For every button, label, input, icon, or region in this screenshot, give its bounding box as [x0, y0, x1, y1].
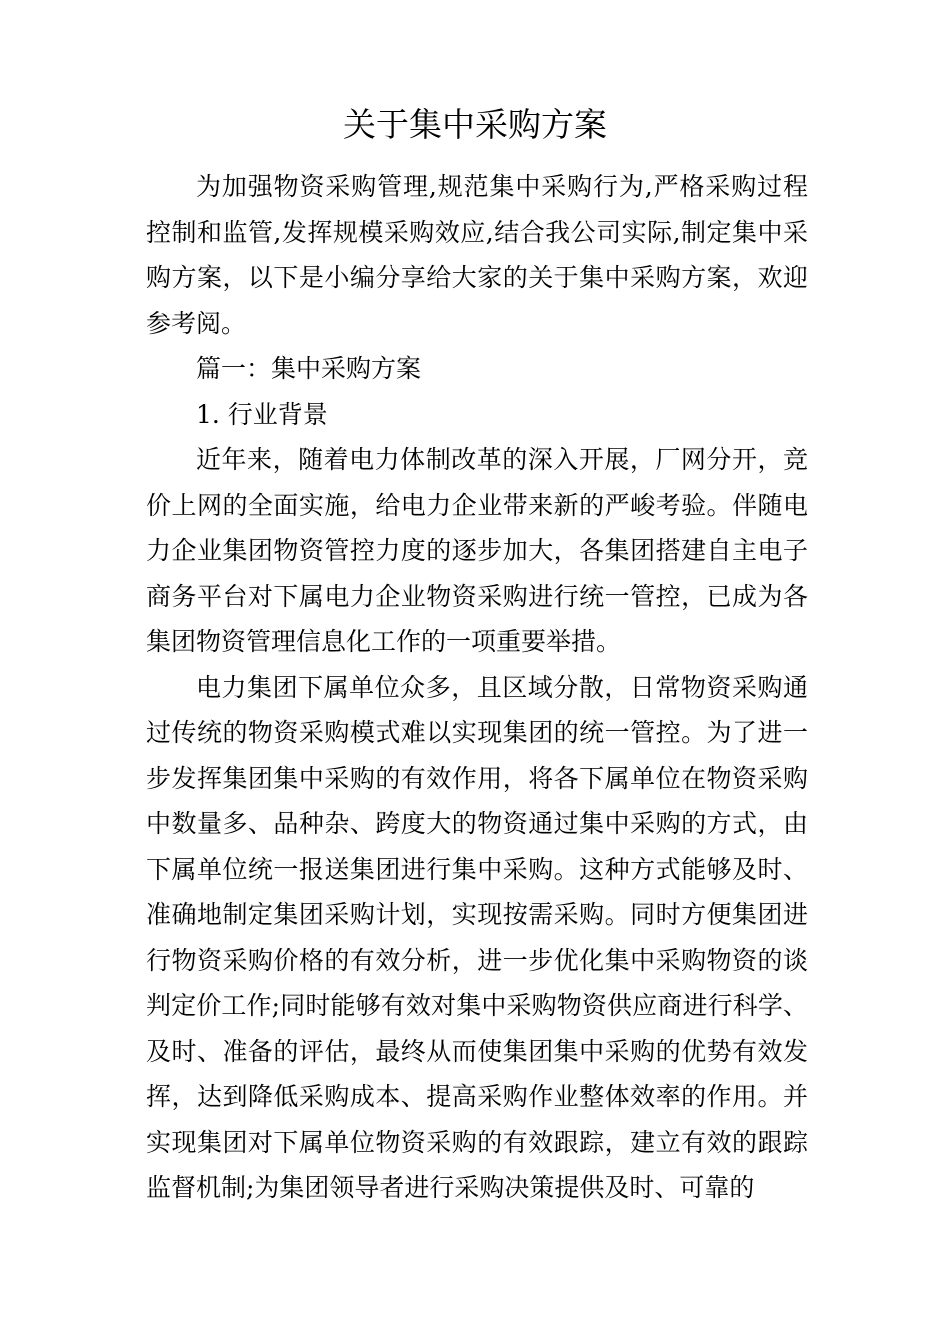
document-title: 关于集中采购方案	[343, 105, 607, 144]
section-heading: 篇一：集中采购方案	[196, 354, 422, 383]
body-paragraph: 电力集团下属单位众多，且区域分散，日常物资采购通过传统的物资采购模式难以实现集团的统一管控。为了进一步发挥集团集中采购的有效作用，将各下属单位在物资采购中数量多、品种杂、跨度大的物资通过集中采购的方式，由下属单位统一报送集团进行集中采购。这种方式能够及时、准确地制定集团采购计划，实现按需采购。同时方便集团进行物资采购价格的有效分析，进一步优化集中采购物资的谈判定价工作;同时能够有效对集中采购物资供应商进行科学、及时、准备的评估，最终从而使集团集中采购的优势有效发挥，达到降低采购成本、提高采购作业整体效率的作用。并实现集团对下属单位物资采购的有效跟踪，建立有效的跟踪监督机制;为集团领导者进行采购决策提供及时、可靠的	[146, 672, 808, 1202]
body-paragraph: 近年来，随着电力体制改革的深入开展，厂网分开，竞价上网的全面实施，给电力企业带来新的严峻考验。伴随电力企业集团物资管控力度的逐步加大，各集团搭建自主电子商务平台对下属电力企业物资采购进行统一管控，已成为各集团物资管理信息化工作的一项重要举措。	[146, 445, 808, 656]
document-body	[146, 164, 808, 1211]
intro-paragraph: 为加强物资采购管理,规范集中采购行为,严格采购过程控制和监管,发挥规模采购效应,结合我公司实际,制定集中采购方案，以下是小编分享给大家的关于集中采购方案，欢迎参考阅。	[146, 172, 808, 338]
subsection-heading: 1. 行业背景	[196, 399, 328, 429]
